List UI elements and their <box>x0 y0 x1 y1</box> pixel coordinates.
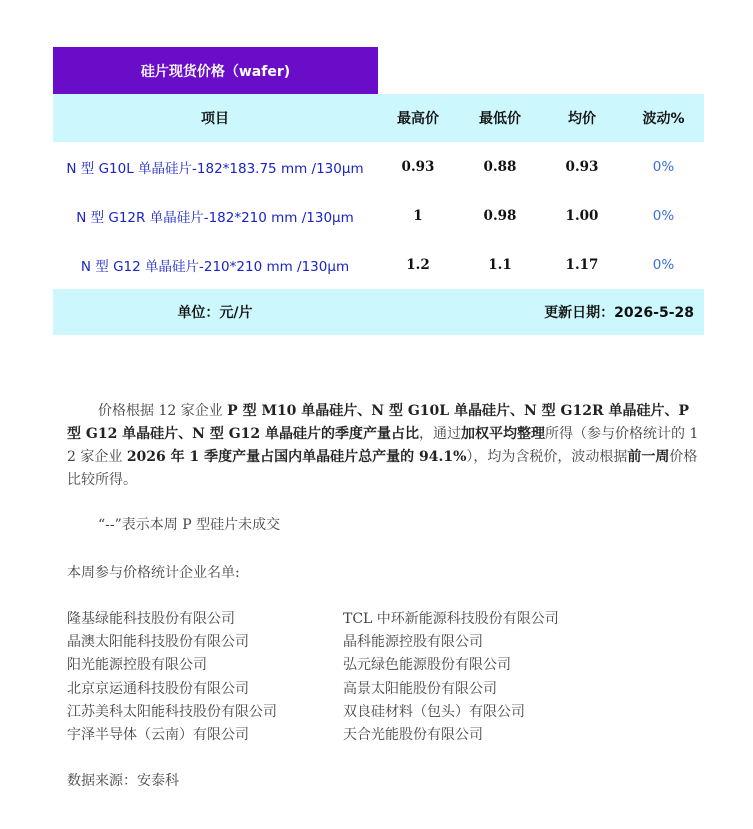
price-table <box>53 94 704 335</box>
cell-avg: 1.00 <box>565 207 599 224</box>
col-header-avg: 均价 <box>568 111 596 127</box>
company-list <box>67 608 667 747</box>
cell-avg: 0.93 <box>565 158 599 175</box>
table-row <box>53 240 704 289</box>
cell-item: N 型 G10L 单晶硅片-182*183.75 mm /130μm <box>66 160 364 177</box>
note-bold: P 型 M10 单晶硅片、N 型 G10L 单晶硅片、N 型 G12R 单晶硅片、P 型 G12 单晶硅片、N 型 G12 单晶硅片的季度产量占比 <box>67 403 690 442</box>
cell-change: 0% <box>652 158 675 175</box>
table-row <box>53 142 704 191</box>
cell-change: 0% <box>652 207 675 224</box>
no-trade-note: “--”表示本周 P 型硅片未成交 <box>98 517 281 533</box>
note-text: 所得（参与价格统计的 12 家企业 <box>67 426 699 465</box>
update-date: 更新日期：2026-5-28 <box>544 305 694 321</box>
col-header-change: 波动% <box>642 111 685 127</box>
company-list-heading: 本周参与价格统计企业名单: <box>67 565 240 581</box>
cell-avg: 1.17 <box>565 256 599 273</box>
company-name: 晶科能源控股有限公司 <box>343 634 483 651</box>
company-name: 双良硅材料（包头）有限公司 <box>343 703 525 720</box>
company-name: TCL 中环新能源科技股份有限公司 <box>343 611 559 627</box>
table-header-row <box>53 94 704 142</box>
data-source: 数据来源：安泰科 <box>67 773 179 789</box>
cell-item: N 型 G12 单晶硅片-210*210 mm /130μm <box>80 258 350 275</box>
cell-low: 0.98 <box>483 207 517 224</box>
cell-change: 0% <box>652 256 675 273</box>
cell-high: 1 <box>413 207 423 224</box>
table-title: 硅片现货价格（wafer) <box>53 47 378 94</box>
note-bold: 加权平均整理 <box>461 426 546 442</box>
company-name: 天合光能股份有限公司 <box>343 727 483 744</box>
company-name: 弘元绿色能源股份有限公司 <box>343 657 511 674</box>
company-name: 隆基绿能科技股份有限公司 <box>67 611 235 627</box>
col-header-high: 最高价 <box>397 111 439 127</box>
company-name: 江苏美科太阳能科技股份有限公司 <box>67 703 277 720</box>
cell-high: 1.2 <box>406 256 430 273</box>
company-name: 晶澳太阳能科技股份有限公司 <box>67 634 249 651</box>
company-name: 高景太阳能股份有限公司 <box>343 680 497 697</box>
note-text: 价格比较所得。 <box>67 449 698 488</box>
note-text: 价格根据 12 家企业 <box>98 403 228 419</box>
company-name: 北京京运通科技股份有限公司 <box>67 680 249 697</box>
table-footer-row <box>53 289 704 335</box>
note-bold: 2026 年 1 季度产量占国内单晶硅片总产量的 94.1% <box>126 449 467 465</box>
company-name: 阳光能源控股有限公司 <box>67 657 207 674</box>
unit-label: 单位：元/片 <box>177 305 253 321</box>
methodology-note <box>67 400 707 492</box>
company-name: 宇泽半导体（云南）有限公司 <box>67 727 249 744</box>
note-text: ，通过 <box>419 426 462 442</box>
cell-high: 0.93 <box>401 158 435 175</box>
col-header-low: 最低价 <box>479 111 521 127</box>
cell-low: 1.1 <box>488 256 512 273</box>
table-row <box>53 191 704 240</box>
cell-low: 0.88 <box>483 158 517 175</box>
cell-item: N 型 G12R 单晶硅片-182*210 mm /130μm <box>76 209 354 226</box>
note-bold: 前一周 <box>627 449 670 465</box>
note-text: ），均为含税价，波动根据 <box>466 449 628 465</box>
col-header-item: 项目 <box>201 111 229 127</box>
